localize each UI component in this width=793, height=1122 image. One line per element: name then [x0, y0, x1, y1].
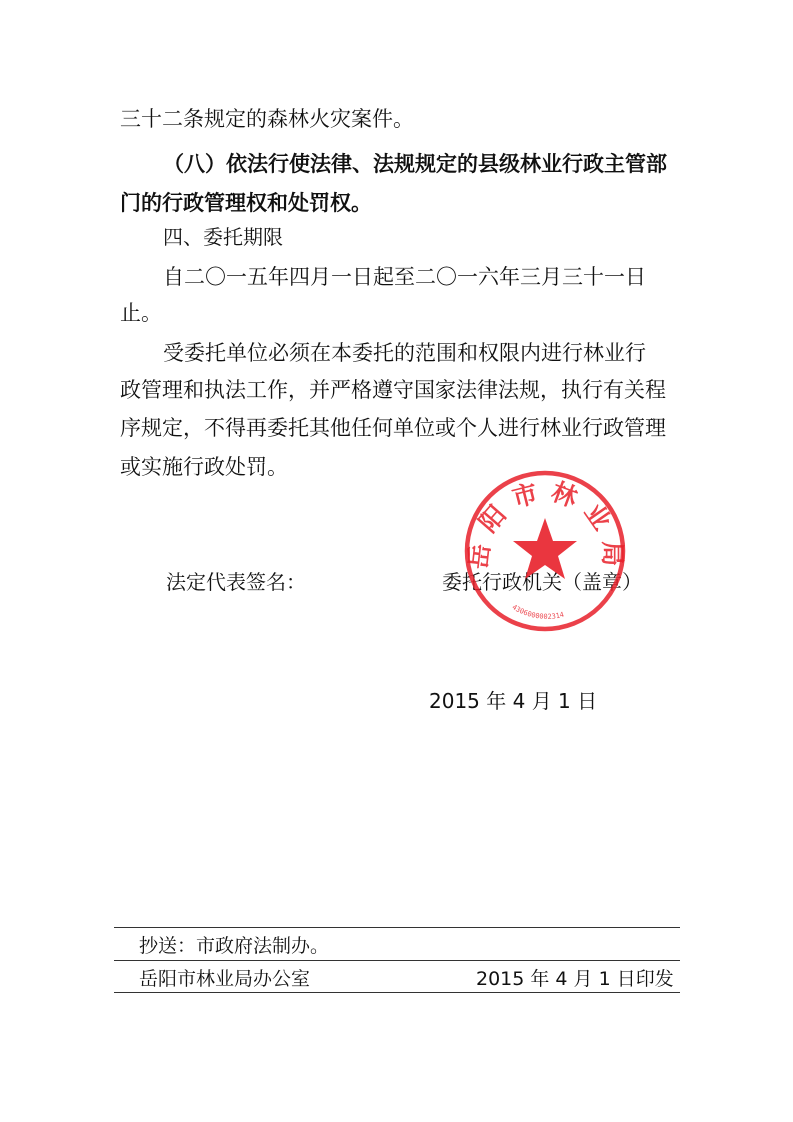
duty-line-4: 或实施行政处罚。 [120, 455, 288, 479]
duty-line-1: 受委托单位必须在本委托的范围和权限内进行林业行 [163, 341, 646, 365]
footer-top-rule [114, 927, 680, 928]
official-seal [462, 468, 628, 634]
footer-bottom-rule [114, 992, 680, 993]
authority-seal-label: 委托行政机关（盖章） [442, 570, 642, 594]
item-8-line-1: （八）依法行使法律、法规规定的县级林业行政主管部 [163, 152, 667, 176]
period-line-2: 止。 [120, 301, 162, 325]
footer-middle-rule [114, 960, 680, 961]
period-line-1: 自二〇一五年四月一日起至二〇一六年三月三十一日 [163, 265, 646, 289]
seal-code: 4306000002314 [510, 603, 565, 621]
duty-line-2: 政管理和执法工作，并严格遵守国家法律法规，执行有关程 [120, 378, 666, 402]
footer-cc: 抄送：市政府法制办。 [139, 935, 330, 957]
footer-issue-date: 2015 年 4 月 1 日印发 [476, 968, 674, 990]
svg-text:4306000002314 [511, 603, 565, 621]
signature-date: 2015 年 4 月 1 日 [429, 689, 598, 713]
legal-rep-signature-label: 法定代表签名： [166, 570, 306, 594]
seal-star-icon [513, 518, 577, 579]
footer-issuer: 岳阳市林业局办公室 [139, 968, 311, 990]
duty-line-3: 序规定，不得再委托其他任何单位或个人进行林业行政管理 [120, 416, 666, 440]
section-4-heading: 四、委托期限 [163, 225, 283, 249]
body-line-1: 三十二条规定的森林火灾案件。 [120, 107, 414, 131]
item-8-line-2: 门的行政管理权和处罚权。 [120, 191, 372, 215]
seal-text: 岳阳市林业局 [463, 476, 628, 577]
